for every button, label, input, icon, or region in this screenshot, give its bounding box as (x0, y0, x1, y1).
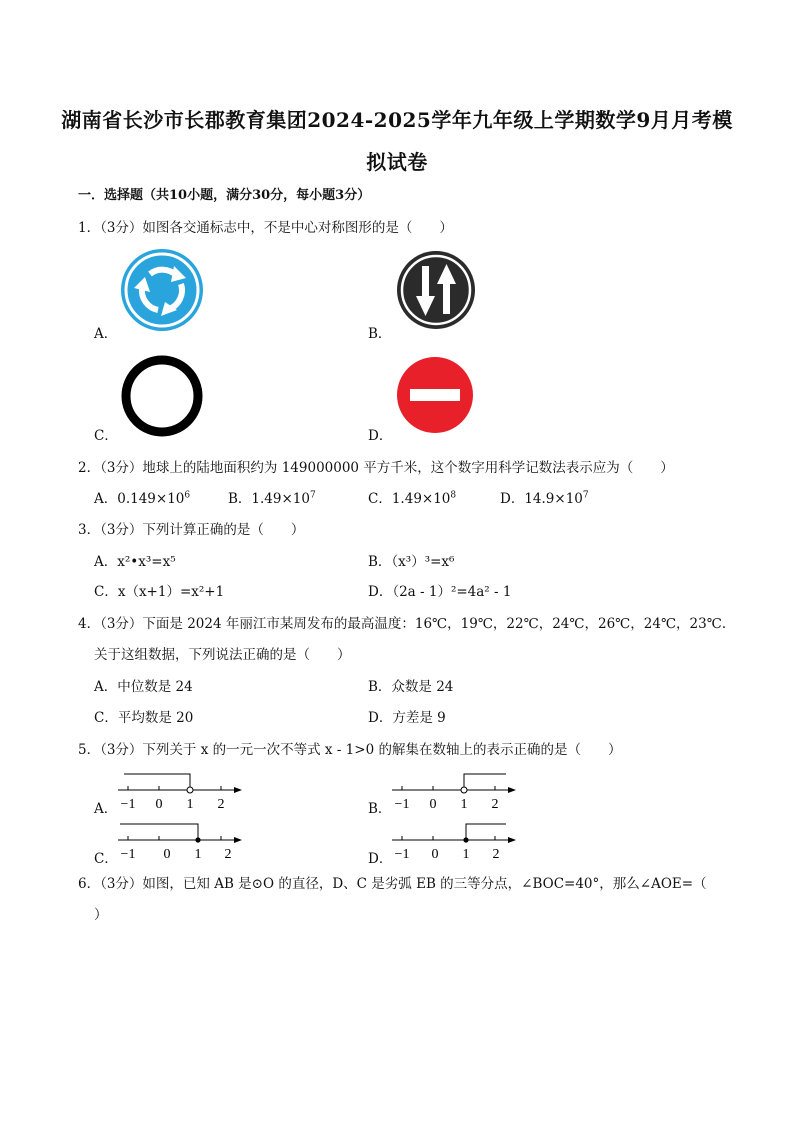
q2-option-b (228, 487, 316, 507)
q2-c-exp: 8 (450, 490, 457, 501)
q5-a-tick-neg1: −1 (120, 797, 136, 812)
section-heading: 一．选择题（共10小题，满分30分，每小题3分） (78, 188, 371, 203)
q2-c-base: 1.49×10 (391, 491, 451, 507)
q1-option-b-label: B． (368, 326, 392, 342)
ring-sign-icon (120, 354, 204, 438)
q3-option-a: A．x²•x³=x⁵ (94, 554, 176, 570)
q2-b-base: 1.49×10 (251, 491, 310, 507)
q2-option-c (368, 487, 456, 507)
q5-number-line-d (386, 818, 521, 862)
q1-option-c-label: C． (94, 428, 118, 444)
q2-a-base: 0.149×10 (117, 491, 185, 507)
question-4-text-line1: 4．（3分）下面是 2024 年丽江市某周发布的最高温度：16℃，19℃，22℃，24℃，26℃，24℃，23℃． (78, 616, 736, 632)
q4-option-b: B．众数是 24 (368, 679, 454, 695)
q5-number-line-b (386, 768, 521, 812)
question-6-text-line2: ） (94, 907, 108, 923)
q5-c-tick-neg1: −1 (120, 847, 136, 862)
q2-d-base: 14.9×10 (524, 491, 583, 507)
q5-number-line-c (112, 818, 247, 862)
question-6-text-line1: 6．（3分）如图，已知 AB 是⊙O 的直径，D、C 是劣弧 EB 的三等分点，∠BOC=40°，那么∠AOE=（ (78, 876, 707, 892)
q5-b-tick-0: 0 (429, 797, 437, 812)
question-2-text: 2．（3分）地球上的陆地面积约为 149000000 平方千米，这个数字用科学记数法表示应为（ ） (78, 460, 674, 476)
q4-option-d: D．方差是 9 (368, 710, 446, 726)
q2-c-label: C． (368, 491, 392, 507)
q4-option-c: C．平均数是 20 (94, 710, 194, 726)
roundabout-sign-icon (120, 248, 204, 332)
q5-option-d-label: D． (368, 851, 393, 867)
q3-option-d: D．（2a - 1）²=4a² - 1 (368, 584, 512, 600)
q5-c-tick-1: 1 (194, 847, 202, 862)
q5-c-tick-2: 2 (224, 847, 232, 862)
q5-option-b-label: B． (368, 801, 392, 817)
q1-option-d-label: D． (368, 428, 393, 444)
q3-option-b: B．（x³）³=x⁶ (368, 554, 455, 570)
q5-b-tick-2: 2 (491, 797, 499, 812)
document-title-line1: 湖南省长沙市长郡教育集团2024-2025学年九年级上学期数学9月月考模 (61, 108, 733, 132)
q5-c-tick-0: 0 (163, 847, 171, 862)
q5-b-tick-neg1: −1 (394, 797, 410, 812)
no-entry-sign-icon (396, 356, 474, 434)
q5-a-tick-0: 0 (155, 797, 163, 812)
q4-option-a: A．中位数是 24 (94, 679, 193, 695)
document-title-line2: 拟试卷 (366, 150, 428, 174)
q3-option-c: C．x（x+1）=x²+1 (94, 584, 225, 600)
q5-a-tick-2: 2 (217, 797, 225, 812)
question-4-text-line2: 关于这组数据，下列说法正确的是（ ） (94, 647, 351, 663)
q5-b-tick-1: 1 (460, 797, 468, 812)
q5-option-c-label: C． (94, 851, 118, 867)
q5-d-tick-1: 1 (462, 847, 470, 862)
q5-option-a-label: A． (94, 801, 118, 817)
question-5-text: 5．（3分）下列关于 x 的一元一次不等式 x - 1>0 的解集在数轴上的表示正确的是（ ） (78, 742, 622, 758)
two-way-traffic-sign-icon (396, 250, 476, 330)
q2-a-exp: 6 (184, 490, 191, 501)
q2-option-d (500, 487, 589, 507)
q2-option-a (94, 487, 190, 507)
question-1-text: 1．（3分）如图各交通标志中，不是中心对称图形的是（ ） (78, 220, 453, 236)
q5-number-line-a (112, 768, 247, 812)
q2-a-label: A． (94, 491, 118, 507)
q1-option-a-label: A． (94, 326, 118, 342)
q5-a-tick-1: 1 (186, 797, 194, 812)
q5-d-tick-neg1: −1 (394, 847, 410, 862)
q5-d-tick-2: 2 (492, 847, 500, 862)
q2-d-exp: 7 (582, 490, 589, 501)
q2-d-label: D． (500, 491, 525, 507)
q2-b-exp: 7 (309, 490, 316, 501)
q2-b-label: B． (228, 491, 252, 507)
q5-d-tick-0: 0 (431, 847, 439, 862)
question-3-text: 3．（3分）下列计算正确的是（ ） (78, 522, 305, 538)
